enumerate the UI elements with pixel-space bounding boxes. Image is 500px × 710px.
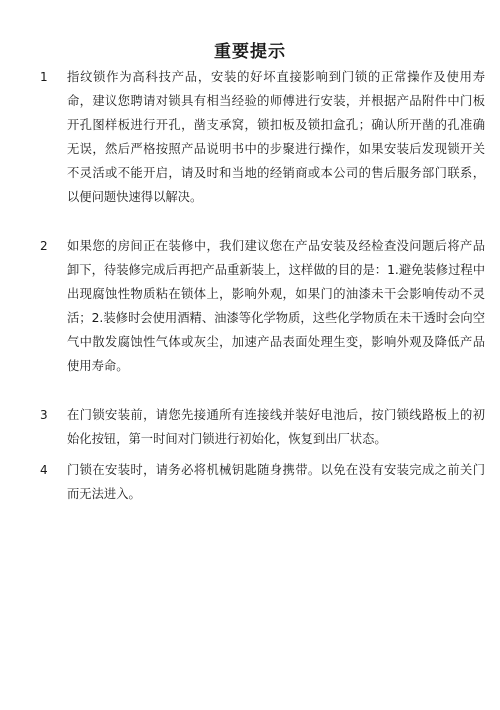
item-number: 3 [40, 408, 48, 422]
item-text: 在门锁安装前，请您先接通所有连接线并装好电池后，按门锁线路板上的初始化按钮，第一时间对门锁进行初始化，恢复到出厂状态。 [67, 408, 485, 446]
notice-item-3 [40, 403, 485, 451]
item-number: 1 [40, 70, 48, 84]
notice-item-2 [40, 234, 485, 378]
item-number: 2 [40, 239, 48, 253]
notice-item-4 [40, 458, 485, 506]
item-number: 4 [40, 463, 48, 477]
item-text: 门锁在安装时，请务必将机械钥匙随身携带。以免在没有安装完成之前关门而无法进入。 [67, 463, 485, 501]
item-text: 如果您的房间正在装修中，我们建议您在产品安装及经检查没问题后将产品卸下，待装修完成后再把产品重新装上，这样做的目的是：1.避免装修过程中出现腐蚀性物质粘在锁体上，影响外观，如果门的油漆未干会影响传动不灵活；2.装修时会使用酒精、油漆等化学物质，这些化学物质在未干透时会向空气中散发腐蚀性气体或灰尘，加速产品表面处理生变，影响外观及降低产品使用寿命。 [67, 239, 485, 373]
item-text: 指纹锁作为高科技产品，安装的好坏直接影响到门锁的正常操作及使用寿命，建议您聘请对锁具有相当经验的师傅进行安装，并根据产品附件中门板开孔图样板进行开孔，凿支承窝，锁扣板及锁扣盒孔；确认所开凿的孔准确无误，然后严格按照产品说明书中的步聚进行操作，如果安装后发现锁开关不灵活或不能开启，请及时和当地的经销商或本公司的售后服务部门联系，以便问题快速得以解决。 [67, 70, 485, 204]
page-title: 重要提示 [214, 42, 286, 62]
notice-item-1 [40, 65, 485, 209]
